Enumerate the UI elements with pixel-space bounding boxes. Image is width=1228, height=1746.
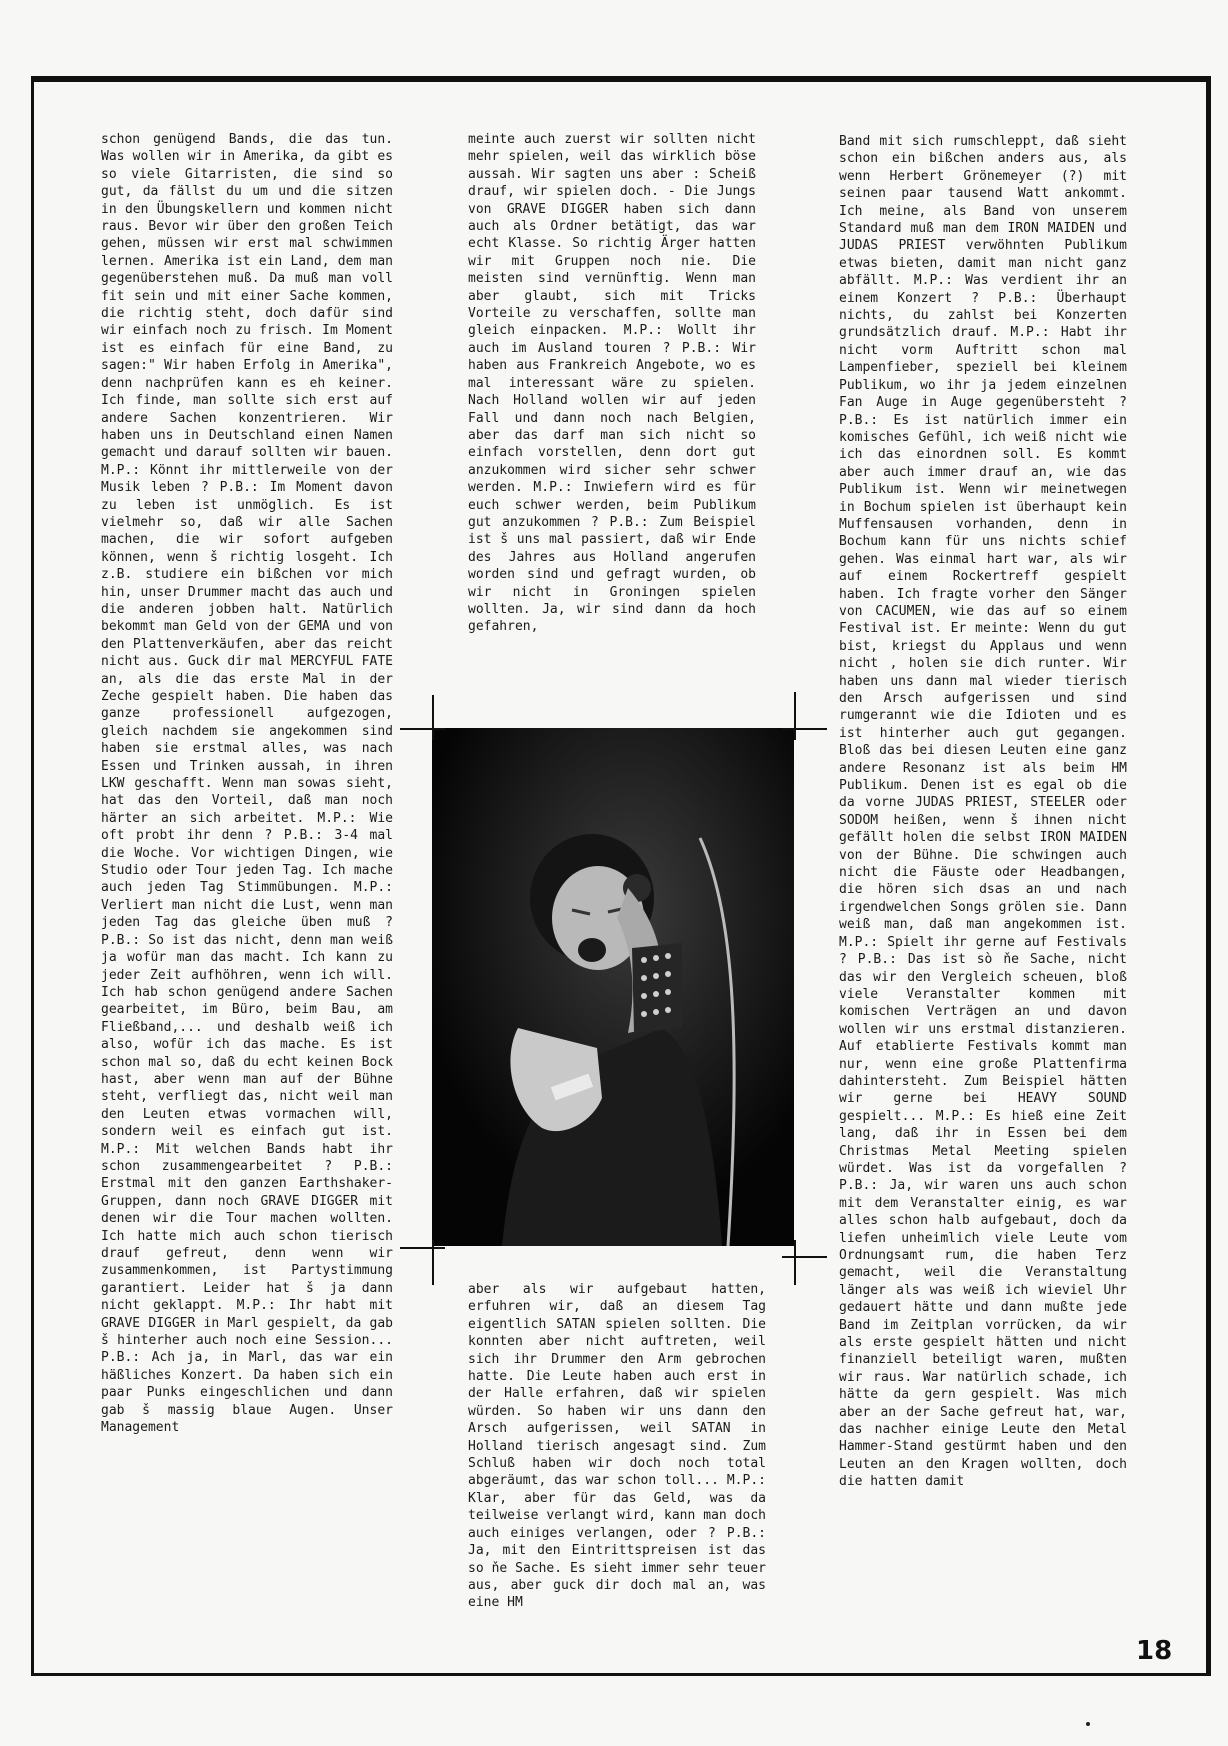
crop-mark-top-left-h [400,728,445,730]
crop-mark-bottom-left-h [400,1247,445,1249]
crop-mark-top-right-v [794,692,796,740]
column-1-text: schon genügend Bands, die das tun. Was wollen wir in Amerika, da gibt es so viele Gitarristen, die sind so gut, da fällst du um und die sitzen in den Übungskellern und kommen nicht raus. Bevor wir über den großen Teich gehen, müssen wir erst mal schwimmen lernen. Amerika ist ein Land, dem man gegenüberstehen muß. Da muß man voll fit sein und mit einer Sache kommen, die richtig steht, doch dafür sind wir einfach noch zu frisch. Im Moment ist es einfach für eine Band, zu sagen:" Wir haben Erfolg in Amerika", denn nachprüfen kann es eh keiner. Ich finde, man sollte sich erst auf andere Sachen konzentrieren. Wir haben uns in Deutschland einen Namen gemacht und darauf sollten wir bauen. M.P.: Könnt ihr mittlerweile von der Musik leben ? P.B.: Im Moment davon zu leben ist unmöglich. Es ist vielmehr so, daß wir alle Sachen machen, die wir sofort aufgeben können, wenn š richtig losgeht. Ich z.B. studiere ein bißchen vor mich hin, unser Drummer macht das auch und die anderen jobben halt. Natürlich bekommt man Geld von der GEMA und von den Plattenverkäufen, aber das reicht nicht aus. Guck dir mal MERCYFUL FATE an, als die das erste Mal in der Zeche gespielt haben. Die haben das ganze professionell aufgezogen, gleich nachdem sie angekommen sind haben sie erstmal alles, was nach Essen und Trinken aussah, in ihren LKW geschafft. Wenn man sowas sieht, hat das den Vorteil, daß man noch härter an sich arbeitet. M.P.: Wie oft probt ihr denn ? P.B.: 3-4 mal die Woche. Vor wichtigen Dingen, wie Studio oder Tour jeden Tag. Ich mache auch jeden Tag Stimmübungen. M.P.: Verliert man nicht die Lust, wenn man jeden Tag das gleiche üben muß ? P.B.: So ist das nicht, denn man weiß ja wofür man das macht. Ich kann zu jeder Zeit aufhöhren, wenn ich will. Ich hab schon genügend andere Sachen gearbeitet, im Büro, beim Bau, am Fließband,... und deshalb weiß ich also, wofür ich das mache. Es ist schon mal so, daß du echt keinen Bock hast, aber wenn man auf der Bühne steht, verfliegt das, nicht weil man den Leuten etwas vormachen will, sondern weil es einfach gut ist. M.P.: Mit welchen Bands habt ihr schon zusammengearbeitet ? P.B.: Erstmal mit den ganzen Earthshaker-Gruppen, dann noch GRAVE DIGGER mit denen wir die Tour machen wollten. Ich hatte mich auch schon tierisch drauf gefreut, denn wenn wir zusammenkommen, ist Partystimmung garantiert. Leider hat š ja dann nicht geklappt. M.P.: Ihr habt mit GRAVE DIGGER in Marl gespielt, da gab š hinterher auch noch eine Session... P.B.: Ach ja, in Marl, das war ein häßliches Konzert. Da haben sich ein paar Punks eingeschlichen und dann gab š massig blaue Augen. Unser Management [101,132,393,1436]
text-column-2-top [468,131,756,705]
crop-mark-top-right-h [782,728,827,730]
singer-photo [432,728,794,1246]
text-column-3 [839,133,1127,1647]
crop-mark-top-left-v [432,695,434,740]
column-2-top-text: meinte auch zuerst wir sollten nicht mehr spielen, weil das wirklich böse aussah. Wir sagten uns aber : Scheiß drauf, wir spielen doch. - Die Jungs von GRAVE DIGGER haben sich dann auch als Ordner betätigt, das war echt Klasse. So richtig Ärger hatten wir mit Gruppen noch nie. Die meisten sind vernünftig. Wenn man aber glaubt, sich mit Tricks Vorteile zu verschaffen, sollte man gleich einpacken. M.P.: Wollt ihr auch im Ausland touren ? P.B.: Wir haben aus Frankreich Angebote, wo es mal interessant wäre zu spielen. Nach Holland wollen wir auf jeden Fall und dann noch nach Belgien, aber das darf man sich nicht so einfach vorstellen, denn dort gut anzukommen wird sicher sehr schwer werden. M.P.: Inwiefern wird es für euch schwer werden, beim Publikum gut anzukommen ? P.B.: Zum Beispiel ist š uns mal passiert, daß wir Ende des Jahres aus Holland angerufen worden sind und gefragt wurden, ob wir nicht in Groningen spielen wollten. Ja, wir sind dann da hoch gefahren, [468,132,756,635]
text-column-2-bottom [468,1281,766,1647]
column-2-bottom-text: aber als wir aufgebaut hatten, erfuhren wir, daß an diesem Tag eigentlich SATAN spielen sollten. Die konnten aber nicht auftreten, weil sich ihr Drummer den Arm gebrochen hatte. Die Leute haben auch erst in der Halle erfahren, daß wir spielen würden. So haben wir uns dann den Arsch aufgerissen, weil SATAN in Holland tierisch angesagt sind. Zum Schluß haben wir doch noch total abgeräumt, das war schon toll... M.P.: Klar, aber für das Geld, was da teilweise verlangt wird, kann man doch auch einiges verlangen, oder ? P.B.: Ja, mit den Eintrittspreisen ist das so ňe Sache. Es sieht immer sehr teuer aus, aber guck dir doch mal an, was eine HM [468,1282,766,1611]
crop-mark-bottom-right-v [794,1240,796,1285]
crop-mark-bottom-left-v [432,1240,434,1285]
crop-mark-bottom-right-h [782,1256,827,1258]
page-number: 18 [1136,1636,1173,1666]
ink-speck [1086,1722,1090,1726]
text-column-1 [101,131,393,1647]
column-3-text: Band mit sich rumschleppt, daß sieht schon ein bißchen anders aus, als wenn Herbert Grönemeyer (?) mit seinen paar tausend Watt ankommt. Ich meine, als Band von unserem Standard muß man dem IRON MAIDEN und JUDAS PRIEST verwöhnten Publikum etwas bieten, damit man nicht ganz abfällt. M.P.: Was verdient ihr an einem Konzert ? P.B.: Überhaupt nichts, du zahlst bei Konzerten grundsätzlich drauf. M.P.: Habt ihr nicht vorm Auftritt schon mal Lampenfieber, speziell bei kleinem Publikum, wo ihr ja jedem einzelnen Fan Auge in Auge gegenübersteht ? P.B.: Es ist natürlich immer ein komisches Gefühl, ich weiß nicht wie ich das einordnen soll. Es kommt aber auch immer drauf an, wie das Publikum ist. Wenn wir meinetwegen in Bochum spielen ist überhaupt kein Muffensausen vorhanden, denn in Bochum kann für uns nichts schief gehen. Was einmal hart war, als wir auf einem Rockertreff gespielt haben. Ich fragte vorher den Sänger von CACUMEN, wie das auf so einem Festival ist. Er meinte: Wenn du gut bist, kriegst du Applaus und wenn nicht , holen sie dich runter. Wir haben uns dann mal wieder tierisch den Arsch aufgerissen und sind rumgerannt wie die Idioten und es ist hinterher auch gut gegangen. Bloß das bei diesen Leuten eine ganz andere Resonanz ist als beim HM Publikum. Denen ist es egal ob die da vorne JUDAS PRIEST, STEELER oder SODOM heißen, wenn š ihnen nicht gefällt holen die selbst IRON MAIDEN von der Bühne. Die schwingen auch nicht die Fäuste oder Headbangen, die hören sich dsas an und nach irgendwelchen Songs grölen sie. Dann weiß man, daß man angekommen ist. M.P.: Spielt ihr gerne auf Festivals ? P.B.: Das ist sò ňe Sache, nicht das wir den Vergleich scheuen, bloß viele Veranstalter kommen mit komischen Verträgen an und davon wollen wir uns erstmal distanzieren. Auf etablierte Festivals kommt man nur, wenn eine große Plattenfirma dahintersteht. Zum Beispiel hätten wir gerne bei HEAVY SOUND gespielt... M.P.: Es hieß eine Zeit lang, daß ihr in Essen bei dem Christmas Metal Meeting spielen würdet. Was ist da vorgefallen ? P.B.: Ja, wir waren uns auch schon mit dem Veranstalter einig, es war alles schon halb aufgebaut, doch da liefen unheimlich viele Leute vom Ordnungsamt rum, die haben Terz gemacht, weil die Veranstaltung länger als was weiß ich wieviel Uhr gedauert hätte und dann mußte jede Band im Zeitplan vorrücken, da wir als erste gespielt hätten und nicht finanziell beteiligt waren, mußten wir raus. War natürlich schade, ich hätte da gern gespielt. Was mich aber an der Sache gefreut hat, war, das nachher einige Leute den Metal Hammer-Stand gestürmt haben und den Leuten an den Kragen wollten, doch die hatten damit [839,134,1127,1490]
